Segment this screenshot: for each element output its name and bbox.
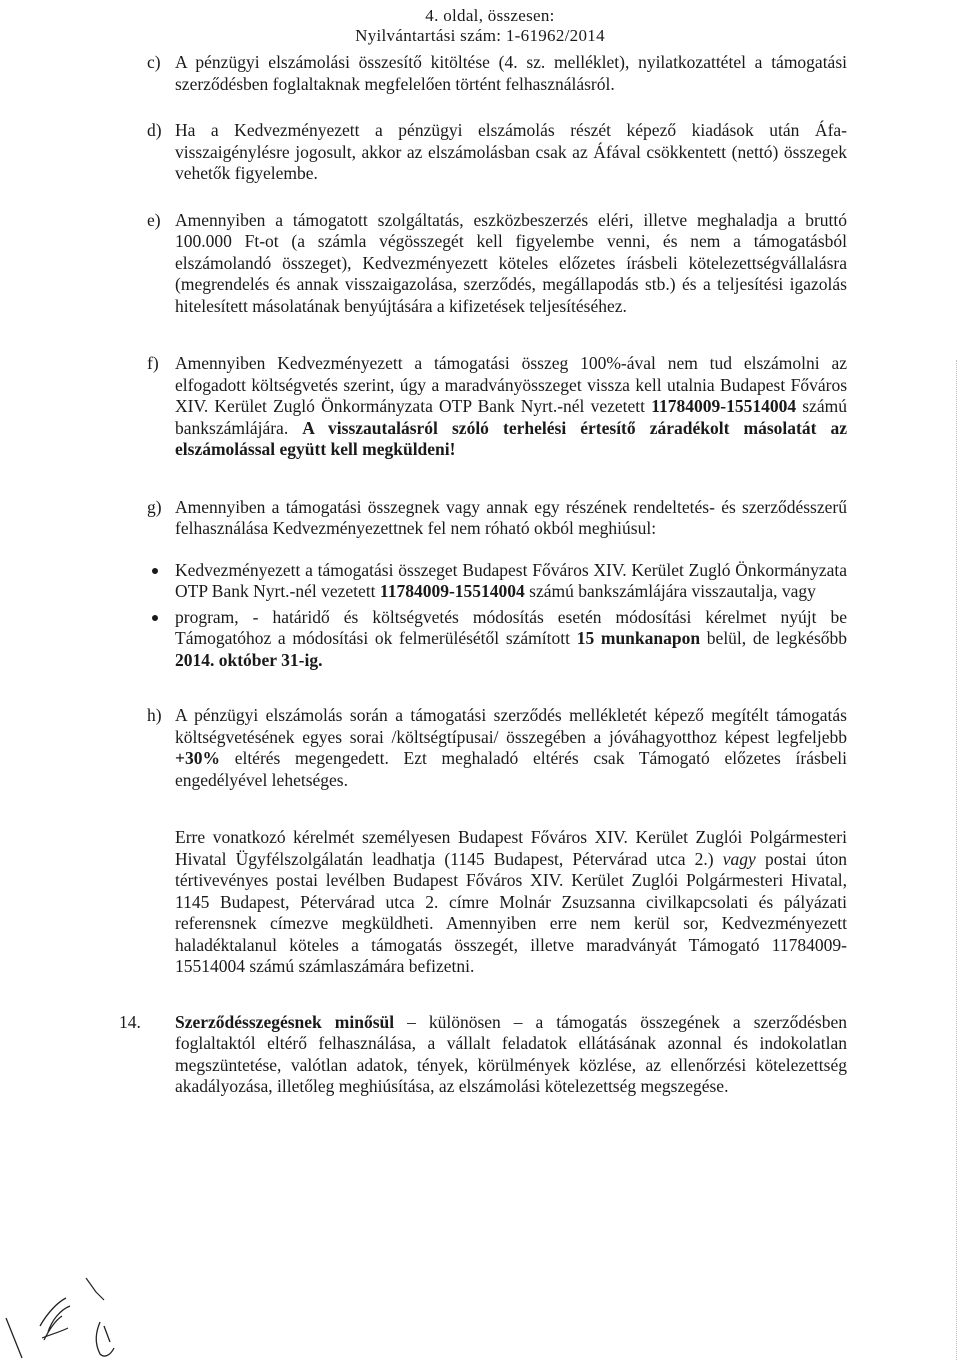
handwritten-signature [0,1262,160,1362]
account-number: 11784009-15514004 [379,581,525,601]
paragraph-text: eltérés megengedett. Ezt meghaladó eltérés csak Támogató előzetes írásbeli engedélyével lehetséges. [175,748,848,790]
paragraph-text: Ha a Kedvezményezett a pénzügyi elszámolás részét képező kiadások után Áfa-visszaigénylésre jogosult, akkor az elszámolásban csak az Áfával csökkentett (nettó) összegek vehetők figyelembe. [175,120,847,183]
scan-edge-line [956,360,960,1360]
bold-instruction: A visszautalásról szóló terhelési értesítő záradékolt másolatát az elszámolással együtt kell megküldeni! [175,417,848,459]
submission-note: Erre vonatkozó kérelmét személyesen Budapest Főváros XIV. Kerület Zuglói Polgármesteri Hivatal Ügyfélszolgálatán leadhatja (1145 Budapest, Pétervárad utca 2.) vagy postai úton tértivevényes postai levélben Budapest Főváros XIV. Kerület Zuglói Polgármesteri Hivatal, 1145 Budapest, Pétervárad utca 2. címre Molnár Zsuzsanna civilkapcsolati és pályázati referensnek címezve megküldheti. Amennyiben erre nem kerül sor, Kedvezményezett haladéktalanul köteles a támogatás összegét, illetve maradványát Támogató 11784009-15514004 számú számlaszámára befizetni. [175,827,848,976]
registration-number: Nyilvántartási szám: 1-61962/2014 [355,26,605,45]
paragraph-label: e) [147,209,161,230]
page-number: 4. oldal, összesen: [425,6,555,25]
bold-term: Szerződésszegésnek minősül [175,1011,395,1032]
paragraph-h [147,705,847,791]
paragraph-g [147,497,847,540]
document-body [119,52,848,1098]
list-item: program, - határidő és költségvetés módosítás esetén módosítási kérelmet nyújt be Támogatóhoz a módosítási ok felmerülésétől számított 15 munkanapon belül, de legkésőbb 2014. október 31-ig. [147,607,847,672]
paragraph-f [147,353,847,461]
paragraph-c [147,52,847,95]
paragraph-label: f) [147,353,159,373]
paragraph-label: g) [147,496,162,517]
paragraph-label: 14. [119,1011,141,1032]
deadline-days: 15 munkanapon [576,628,701,648]
italic-word: vagy [722,848,756,869]
paragraph-e [147,210,847,318]
tolerance-percent: +30% [175,748,220,768]
paragraph-text: Amennyiben a támogatási összegnek vagy annak egy részének rendeltetés- és szerződésszerű felhasználása Kedvezményezettnek fel nem róható okból meghiúsul: [175,496,847,538]
deadline-date: 2014. október 31-ig. [175,649,323,670]
page-header [0,6,960,46]
paragraph-label: h) [147,705,162,725]
paragraph-text: – különösen – a támogatás összegének a szerződésben foglaltaktól eltérő felhasználása, a vállalt feladatok ellátásának azonnal és indokolatlan megszüntetése, valótlan adatok, tények, körülmények közlése, az ellenőrzési kötelezettség akadályozása, illetőleg meghiúsítása, az elszámolási kötelezettség megszegése. [175,1011,847,1096]
bullet-list [147,560,847,672]
paragraph-label: c) [147,52,161,72]
paragraph-text: A pénzügyi elszámolás során a támogatási szerződés mellékletét képező megítélt támogatás költségvetésének egyes sorai /költségtípusai/ összegében a jóváhagyotthoz képest legfeljebb [175,705,847,747]
paragraph-text: Amennyiben a támogatott szolgáltatás, eszközbeszerzés eléri, illetve meghaladja a bruttó 100.000 Ft-ot (a számla végösszegét kell figyelembe venni, és nem a támogatásból elszámolandó összeget), Kedvezményezett köteles előzetes írásbeli kötelezettségvállalásra (megrendelés és annak visszaigazolása, szerződés, megállapodás stb.) és a teljesítési igazolás hitelesített másolatának benyújtására a kifizetések teljesítéséhez. [175,209,847,316]
paragraph-d [147,120,847,185]
paragraph-label: d) [147,120,162,140]
paragraph-text: A pénzügyi elszámolási összesítő kitöltése (4. sz. melléklet), nyilatkozattétel a támogatási szerződésben foglaltaknak megfelelően történt felhasználásról. [175,52,847,94]
bullet-icon [152,568,158,574]
paragraph-14 [119,1012,847,1098]
bullet-icon [152,615,158,621]
account-number: 11784009-15514004 [651,396,797,416]
paragraph-text: számú bankszámlájára. [175,396,848,438]
list-item: Kedvezményezett a támogatási összeget Budapest Főváros XIV. Kerület Zugló Önkormányzata OTP Bank Nyrt.-nél vezetett 11784009-15514004 számú bankszámlájára visszautalja, vagy [147,560,847,603]
paragraph-text: Amennyiben Kedvezményezett a támogatási összeg 100%-ával nem tud elszámolni az elfogadott költségvetés szerint, úgy a maradványösszeget vissza kell utalnia Budapest Főváros XIV. Kerület Zugló Önkormányzata OTP Bank Nyrt.-nél vezetett [175,353,847,416]
